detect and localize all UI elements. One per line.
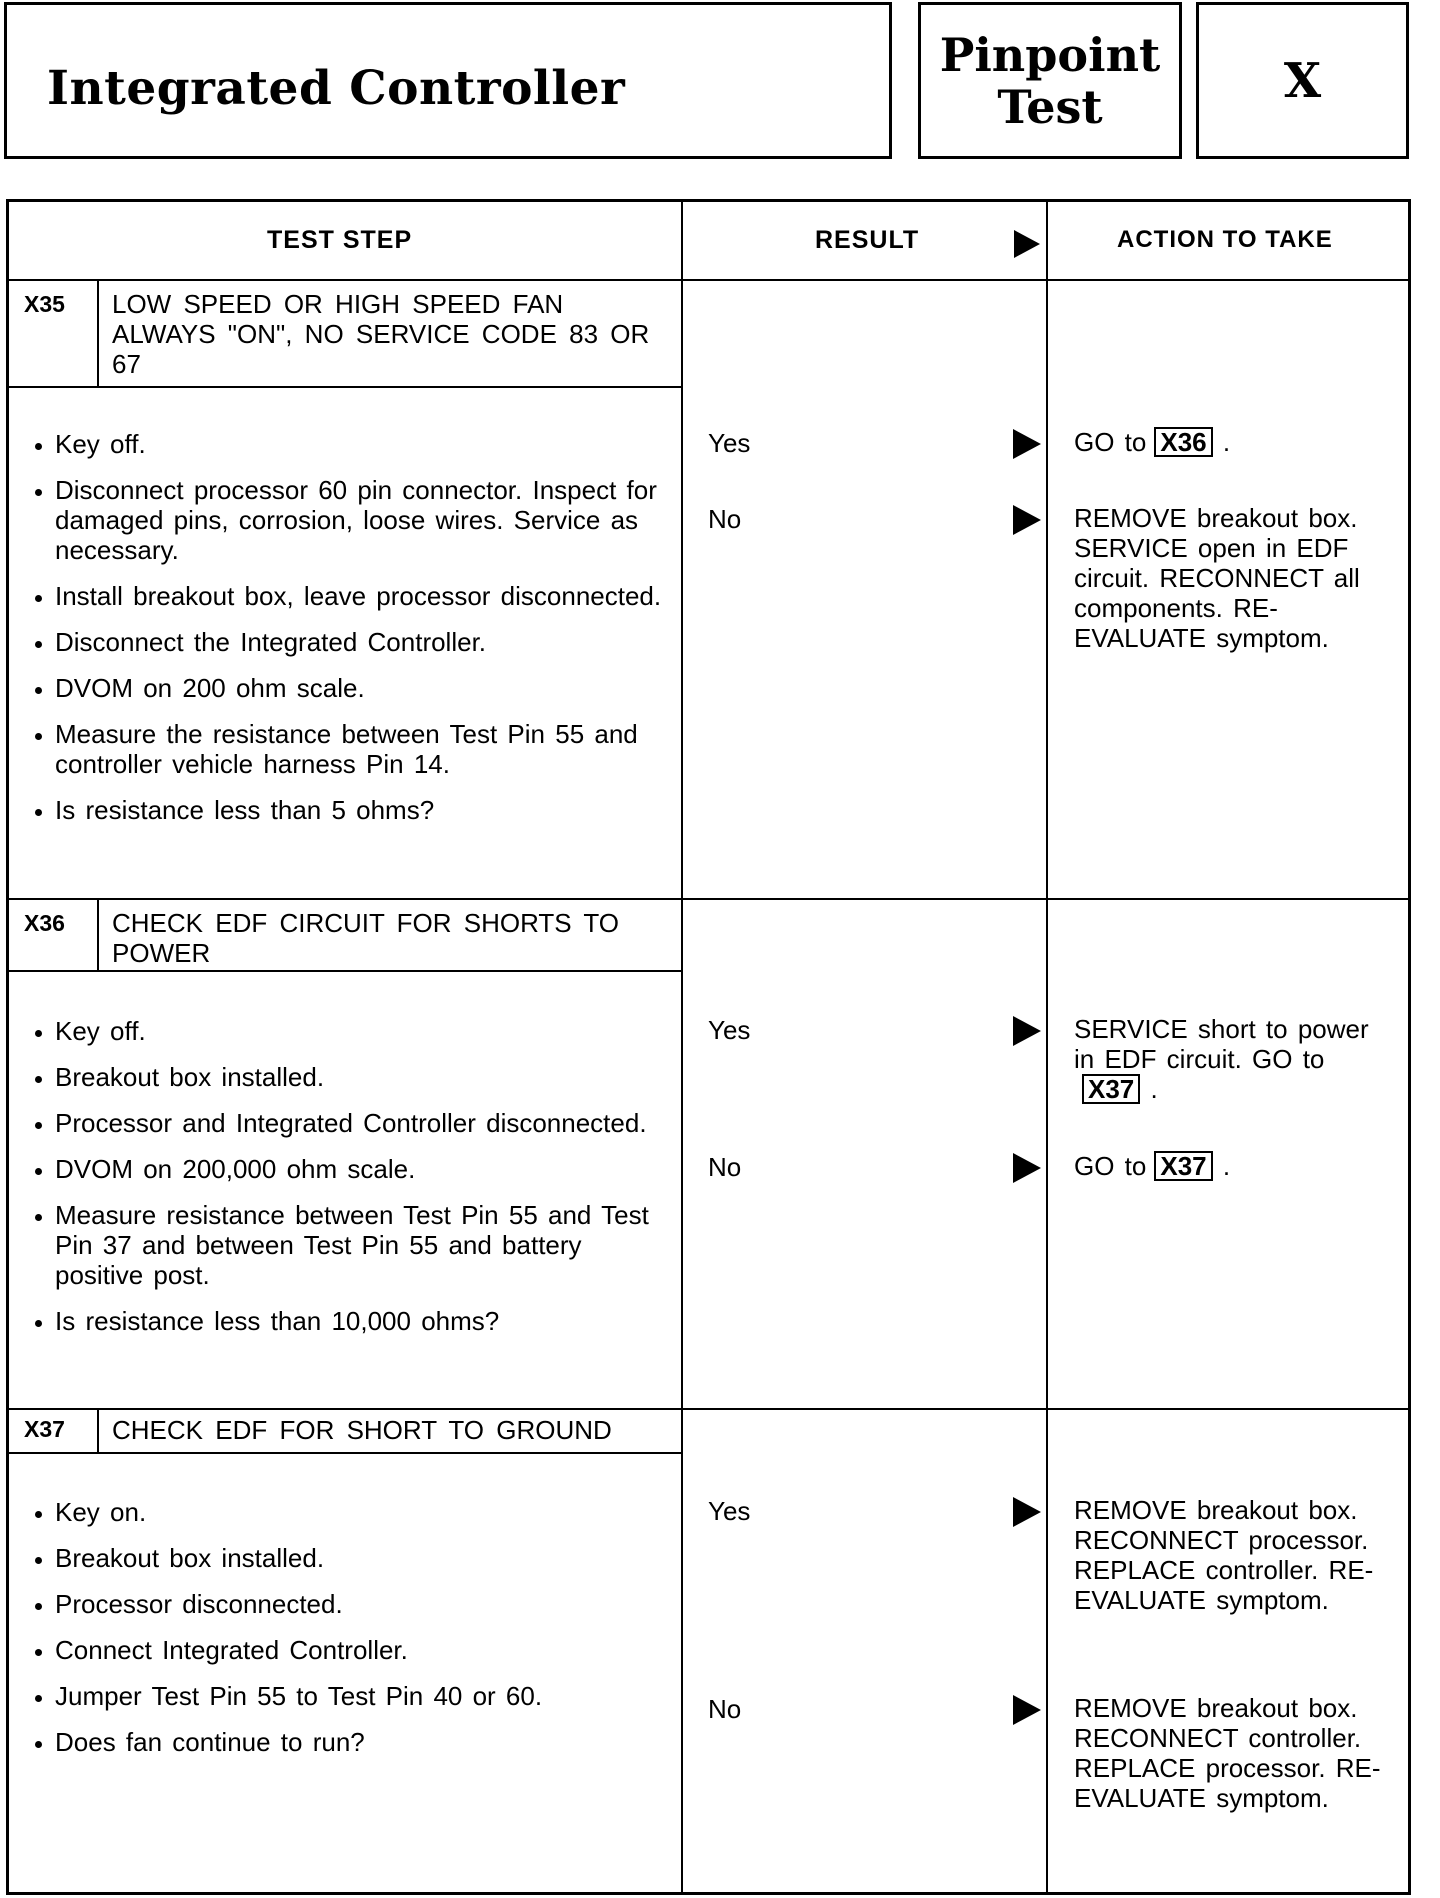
- pinpoint-test-box: [918, 2, 1182, 159]
- step-id: X36: [24, 910, 65, 936]
- list-item: Is resistance less than 10,000 ohms?: [33, 1306, 673, 1336]
- action-text-body: SERVICE short to power in EDF circuit. GO to: [1074, 1014, 1369, 1074]
- list-item: Breakout box installed.: [33, 1543, 673, 1573]
- result-yes: Yes: [708, 1015, 751, 1045]
- pinpoint-label-line1: Pinpoint: [939, 27, 1161, 82]
- list-item: Disconnect the Integrated Controller.: [33, 627, 673, 657]
- action-text: [1074, 1014, 1374, 1104]
- step-id-divider: [97, 900, 99, 970]
- manual-title: Integrated Controller: [47, 61, 626, 116]
- step-title: LOW SPEED OR HIGH SPEED FAN ALWAYS "ON", NO SERVICE CODE 83 OR 67: [112, 289, 650, 379]
- step-header-x35: [9, 281, 681, 388]
- step-id-divider: [97, 281, 99, 386]
- list-item: Key on.: [33, 1497, 673, 1527]
- action-suffix: .: [1222, 427, 1231, 457]
- result-yes: Yes: [708, 1496, 751, 1526]
- list-item: DVOM on 200,000 ohm scale.: [33, 1154, 673, 1184]
- step-header-x37: [9, 1410, 681, 1454]
- result-no: No: [708, 1152, 742, 1182]
- column-header-result: RESULT: [815, 226, 920, 254]
- action-text: [1074, 427, 1404, 457]
- section-letter-box: [1196, 2, 1409, 159]
- step-title: CHECK EDF CIRCUIT FOR SHORTS TO POWER: [112, 908, 620, 968]
- list-item: Disconnect processor 60 pin connector. Inspect for damaged pins, corrosion, loose wires. Service as necessary.: [33, 475, 673, 565]
- list-item: Jumper Test Pin 55 to Test Pin 40 or 60.: [33, 1681, 673, 1711]
- step-header-x36: [9, 900, 681, 972]
- list-item: Install breakout box, leave processor disconnected.: [33, 581, 673, 611]
- action-text: REMOVE breakout box. RECONNECT controller. REPLACE processor. RE-EVALUATE symptom.: [1074, 1693, 1381, 1813]
- pinpoint-label-line2: Test: [997, 79, 1103, 134]
- arrow-icon: [1013, 505, 1041, 535]
- action-text: REMOVE breakout box. SERVICE open in EDF circuit. RECONNECT all components. RE-EVALUATE symptom.: [1074, 503, 1360, 653]
- step-reference[interactable]: X37: [1154, 1151, 1212, 1181]
- action-text-body: GO to: [1074, 427, 1147, 457]
- step-id-divider: [97, 1410, 99, 1452]
- list-item: Connect Integrated Controller.: [33, 1635, 673, 1665]
- step-bullets-x37: [33, 1497, 673, 1773]
- list-item: Measure resistance between Test Pin 55 and Test Pin 37 and between Test Pin 55 and battery positive post.: [33, 1200, 673, 1290]
- header-arrow-icon: [1014, 230, 1040, 258]
- arrow-icon: [1013, 1695, 1041, 1725]
- list-item: DVOM on 200 ohm scale.: [33, 673, 673, 703]
- step-id: X35: [24, 291, 65, 317]
- list-item: Breakout box installed.: [33, 1062, 673, 1092]
- manual-title-box: [4, 2, 892, 159]
- list-item: Does fan continue to run?: [33, 1727, 673, 1757]
- column-divider-result: [681, 202, 683, 1892]
- list-item: Is resistance less than 5 ohms?: [33, 795, 673, 825]
- column-divider-action: [1046, 202, 1048, 1892]
- column-header-action: ACTION TO TAKE: [1117, 226, 1333, 253]
- step-bullets-x35: [33, 429, 673, 841]
- action-text-body: GO to: [1074, 1151, 1147, 1181]
- arrow-icon: [1013, 1153, 1041, 1183]
- result-yes: Yes: [708, 428, 751, 458]
- result-no: No: [708, 1694, 742, 1724]
- list-item: Measure the resistance between Test Pin 55 and controller vehicle harness Pin 14.: [33, 719, 673, 779]
- arrow-icon: [1013, 1016, 1041, 1046]
- action-suffix: .: [1222, 1151, 1231, 1181]
- arrow-icon: [1013, 429, 1041, 459]
- action-suffix: .: [1150, 1074, 1158, 1104]
- step-reference[interactable]: X36: [1154, 427, 1212, 457]
- list-item: Key off.: [33, 1016, 673, 1046]
- action-text: [1074, 1151, 1404, 1181]
- list-item: Processor and Integrated Controller disconnected.: [33, 1108, 673, 1138]
- pinpoint-test-table: [6, 199, 1411, 1895]
- column-header-test-step: TEST STEP: [267, 226, 413, 254]
- list-item: Processor disconnected.: [33, 1589, 673, 1619]
- arrow-icon: [1013, 1497, 1041, 1527]
- result-no: No: [708, 504, 742, 534]
- action-text: REMOVE breakout box. RECONNECT processor. REPLACE controller. RE-EVALUATE symptom.: [1074, 1495, 1374, 1615]
- step-reference[interactable]: X37: [1082, 1074, 1140, 1104]
- section-letter: X: [1283, 52, 1322, 109]
- list-item: Key off.: [33, 429, 673, 459]
- step-title: CHECK EDF FOR SHORT TO GROUND: [112, 1415, 612, 1445]
- step-bullets-x36: [33, 1016, 673, 1352]
- step-id: X37: [24, 1416, 65, 1442]
